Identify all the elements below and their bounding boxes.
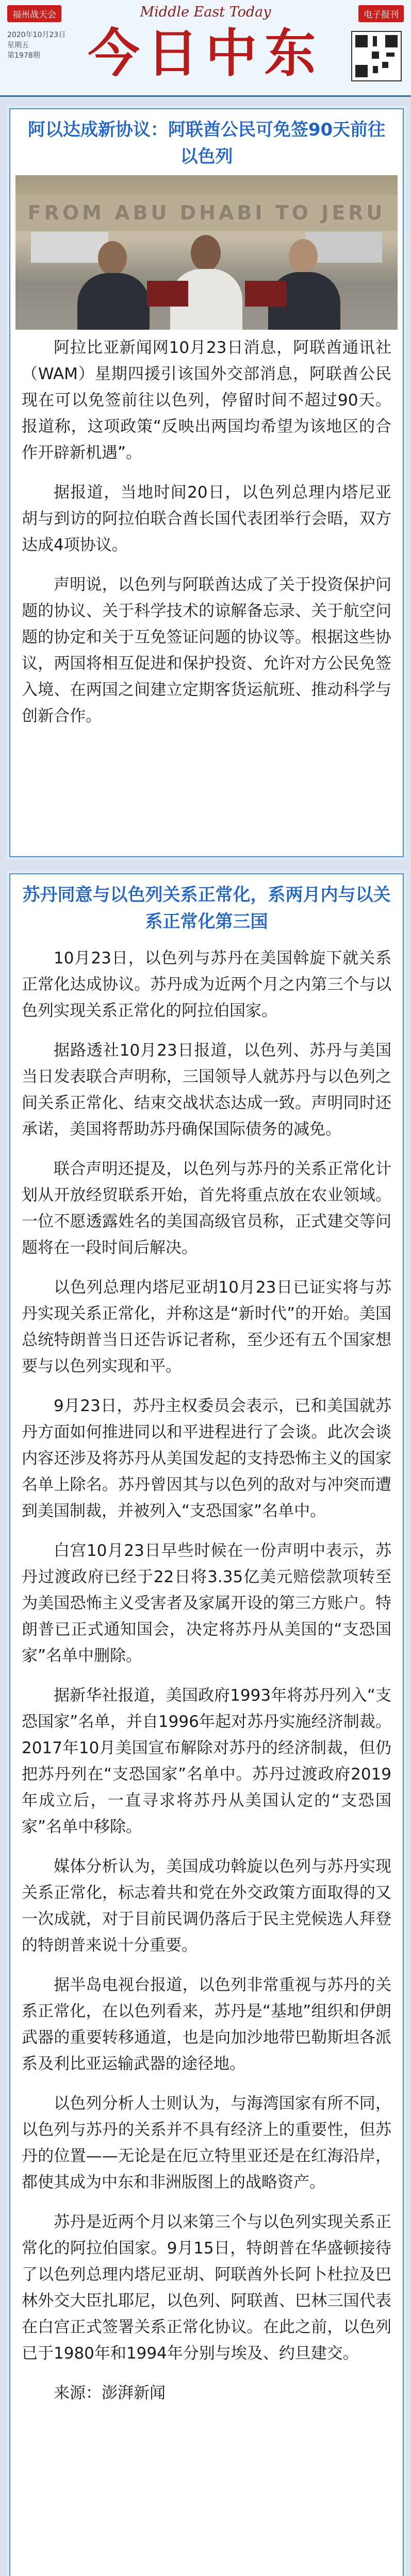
article-2-body: [10, 940, 403, 2419]
paragraph: 声明说，以色列与阿联酋达成了关于投资保护问题的协议、关于科学技术的谅解备忘录、关于航空问题的协定和关于互免签证问题的协议等。根据这些协议，两国将相互促进和保护投资、允许对方公民免签入境、在两国之间建立定期客货运航班、推动科学与创新合作。: [22, 575, 391, 725]
source-credit: 来源：澎湃新闻: [54, 2384, 166, 2402]
article-2-title: 苏丹同意与以色列关系正常化，系两月内与以关系正常化第三国: [22, 885, 391, 932]
paragraph: 以色列总理内塔尼亚胡10月23日已证实将与苏丹实现关系正常化，并称这是“新时代”的开始。美国总统特朗普当日还告诉记者称，至少还有五个国家想要与以色列实现和平。: [22, 1278, 391, 1376]
paragraph: 据新华社报道，美国政府1993年将苏丹列入“支恐国家”名单，并自1996年起对苏丹实施经济制裁。2017年10月美国宣布解除对苏丹的经济制裁，但仍把苏丹列在“支恐国家”名单中。苏丹过渡政府2019年成立后，一直寻求将苏丹从美国认定的“支恐国家”名单中移除。: [22, 1686, 391, 1836]
masthead: [0, 0, 411, 97]
brand-english: Middle East Today: [140, 4, 271, 20]
paragraph: 联合声明还提及，以色列与苏丹的关系正常化计划从开放经贸联系开始，首先将重点放在农业领域。一位不愿透露姓名的美国高级官员称，正式建交等问题将在一段时间后解决。: [22, 1160, 391, 1257]
e-paper-tag[interactable]: 电子报刊: [358, 5, 404, 22]
photo-banner: FROM ABU DHABI TO JERU: [15, 195, 398, 231]
paragraph: 白宫10月23日早些时候在一份声明中表示，苏丹过渡政府已经于22日将3.35亿美元赔偿款项转至为美国恐怖主义受害者及家属开设的第三方账户。特朗普已正式通知国会，决定将苏丹从美国的“支恐国家”名单中删除。: [22, 1541, 391, 1665]
paragraph: 苏丹是近两个月以来第三个与以色列实现关系正常化的阿拉伯国家。9月15日，特朗普在华盛顿接待了以色列总理内塔尼亚胡、阿联酋外长阿卜杜拉及巴林外交大臣扎耶尼，以色列、阿联酋、巴林三国代表在白宫正式签署关系正常化协议。在此之前，以色列已于1980年和1994年分别与埃及、约旦建交。: [22, 2213, 391, 2363]
paragraph: 10月23日，以色列与苏丹在美国斡旋下就关系正常化达成协议。苏丹成为近两个月之内第三个与以色列实现关系正常化的阿拉伯国家。: [22, 949, 391, 1020]
paragraph: 9月23日，苏丹主权委员会表示，已和美国就苏丹方面如何推进同以和平进程进行了会谈。此次会谈内容还涉及将苏丹从美国发起的支持恐怖主义的国家名单上除名。苏丹曾因其与以色列的敌对与冲突而遭到美国制裁，并被列入“支恐国家”名单中。: [22, 1397, 391, 1520]
issue-day: 星期五: [7, 41, 29, 49]
paragraph: 据半岛电视台报道，以色列非常重视与苏丹的关系正常化，在以色列看来，苏丹是“基地”组织和伊朗武器的重要转移通道，也是向加沙地带巴勒斯坦各派系及利比亚运输武器的途径地。: [22, 1976, 391, 2073]
issue-number: 第1978期: [7, 52, 40, 60]
issue-date: 2020年10月23日: [7, 31, 66, 39]
signing-ceremony-photo: [15, 175, 398, 330]
paragraph: 媒体分析认为，美国成功斡旋以色列与苏丹实现关系正常化，标志着共和党在外交政策方面取得的又一次成就，对于目前民调仍落后于民主党候选人拜登的特朗普来说十分重要。: [22, 1857, 391, 1955]
article-1: [9, 108, 404, 857]
paragraph: 据路透社10月23日报道，以色列、苏丹与美国当日发表联合声明称，三国领导人就苏丹与以色列之间关系正常化、结束交战状态达成一致。声明同时还承诺，美国将帮助苏丹确保国际债务的减免。: [22, 1041, 391, 1139]
paragraph: 据报道，当地时间20日，以色列总理内塔尼亚胡与到访的阿拉伯联合酋长国代表团举行会晤，双方达成4项协议。: [22, 483, 391, 554]
paragraph: 阿拉比亚新闻网10月23日消息，阿联酋通讯社（WAM）星期四援引该国外交部消息，阿联酋公民现在可以免签前往以色列，停留时间不超过90天。报道称，这项政策“反映出两国均希望为该地区的合作开辟新机遇”。: [22, 338, 391, 462]
article-2: [9, 873, 404, 2576]
channel-tag[interactable]: 福州战天会: [7, 5, 61, 22]
brand-logo: 今日中东: [88, 23, 323, 83]
paragraph: 以色列分析人士则认为，与海湾国家有所不同，以色列与苏丹的关系并不具有经济上的重要性，但苏丹的位置——无论是在厄立特里亚还是在红海沿岸，都使其成为中东和非洲版图上的战略资产。: [22, 2094, 391, 2192]
qr-code-icon: [351, 31, 402, 81]
article-1-title: 阿以达成新协议：阿联酋公民可免签90天前往以色列: [27, 120, 386, 167]
article-1-body: [10, 330, 403, 742]
